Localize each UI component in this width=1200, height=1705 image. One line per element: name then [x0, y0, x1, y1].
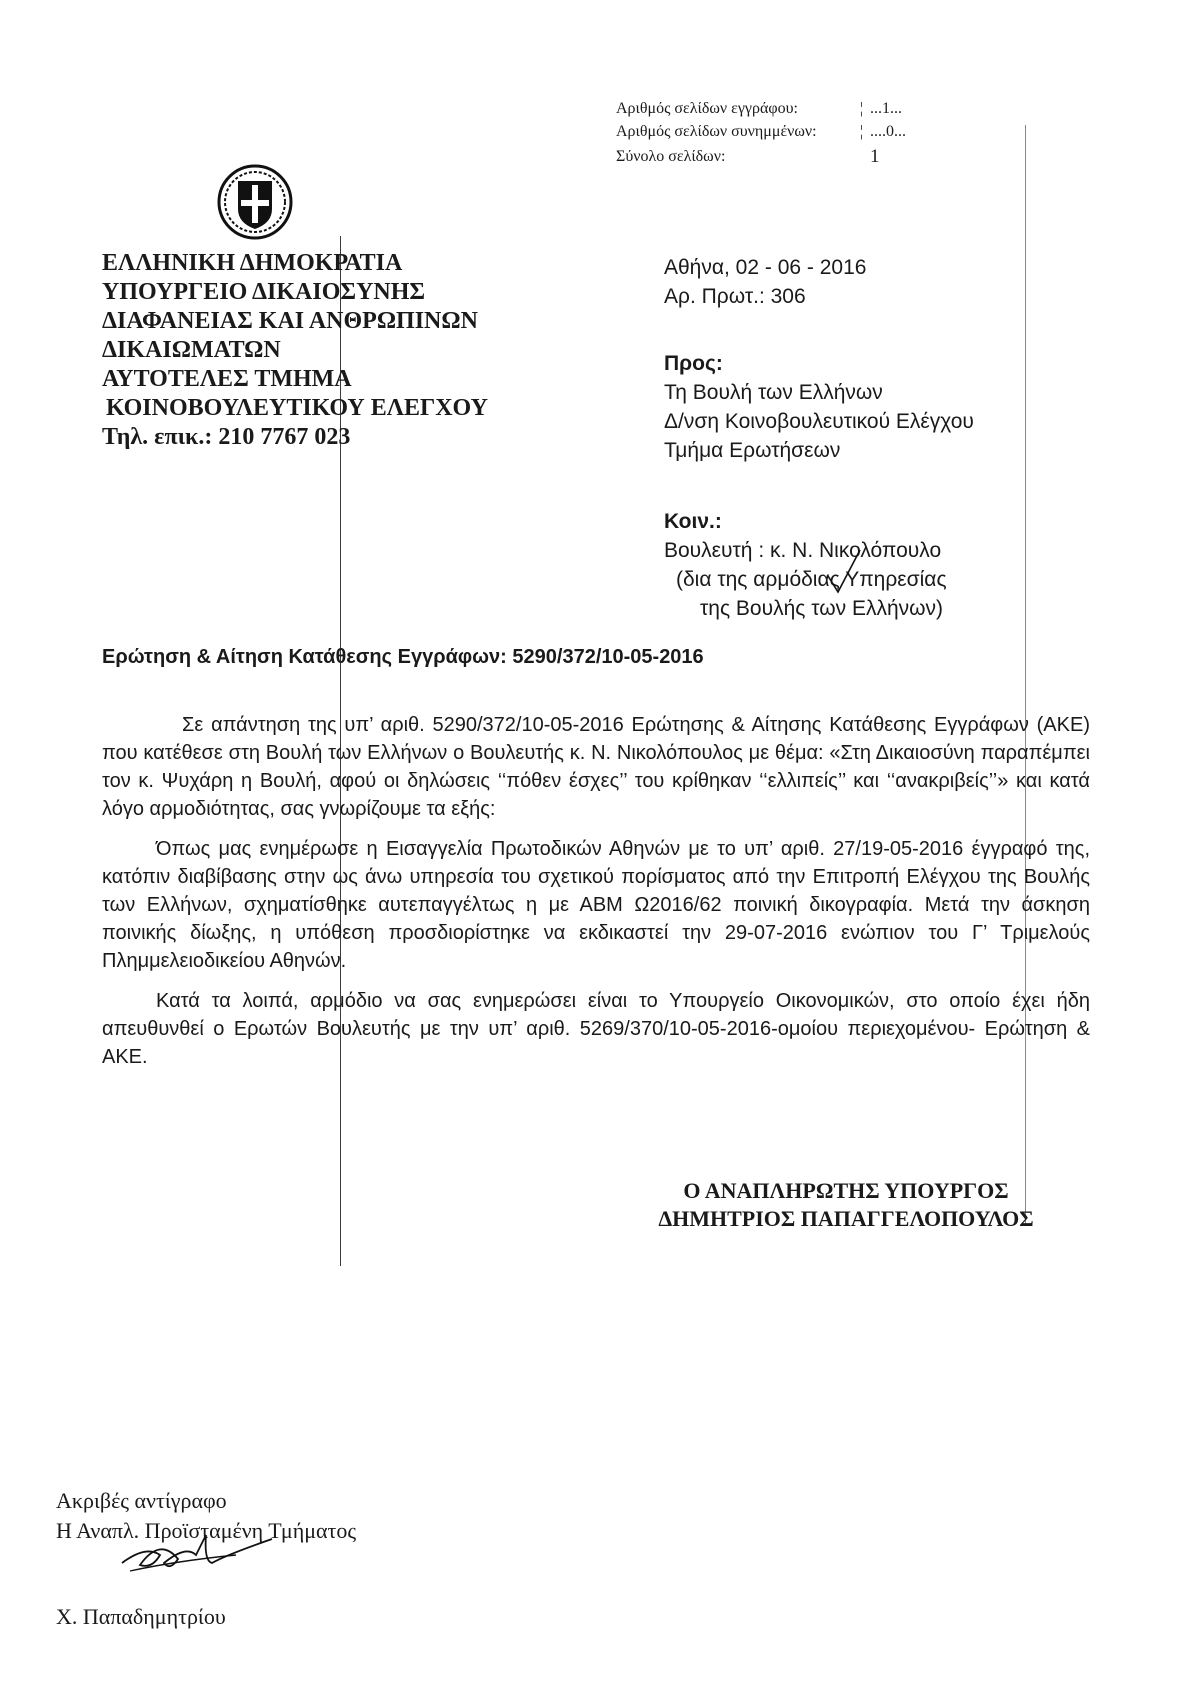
sender-line: ΔΙΚΑΙΩΜΑΤΩΝ [102, 337, 281, 363]
cc-line: Βουλευτή : κ. Ν. Νικολόπουλο [664, 539, 942, 562]
greek-coat-of-arms-icon [216, 163, 294, 241]
attached-pages-value: ....0... [870, 123, 906, 140]
document-date: Αθήνα, 02 - 06 - 2016 [664, 256, 867, 279]
protocol-number: Αρ. Πρωτ.: 306 [664, 285, 806, 308]
certification-line: Ακριβές αντίγραφο [56, 1488, 227, 1513]
sender-line: ΔΙΑΦΑΝΕΙΑΣ ΚΑΙ ΑΝΘΡΩΠΙΝΩΝ [102, 308, 478, 334]
doc-pages-label: Αριθμός σελίδων εγγράφου: [616, 100, 798, 117]
doc-pages-value: ...1... [870, 100, 902, 117]
recipient-line: Τη Βουλή των Ελλήνων [664, 381, 883, 404]
sender-phone: Τηλ. επικ.: 210 7767 023 [102, 424, 351, 450]
sender-line: ΥΠΟΥΡΓΕΙΟ ΔΙΚΑΙΟΣΥΝΗΣ [102, 279, 426, 305]
certification-line: Η Αναπλ. Προϊσταμένη Τμήματος [56, 1518, 357, 1543]
meta-recipient-block [664, 253, 974, 623]
sender-block [102, 249, 488, 452]
recipient-line: Τμήμα Ερωτήσεων [664, 439, 841, 462]
signatory-title: Ο ΑΝΑΠΛΗΡΩΤΗΣ ΥΠΟΥΡΓΟΣ [683, 1178, 1009, 1203]
total-pages-value: 1 [870, 146, 880, 167]
handwritten-signature-icon [116, 1525, 276, 1581]
sender-line: ΚΟΙΝΟΒΟΥΛΕΥΤΙΚΟΥ ΕΛΕΓΧΟΥ [106, 395, 488, 421]
letter-body [102, 711, 1090, 1083]
total-pages-label: Σύνολο σελίδων: [616, 148, 726, 165]
certifier-name: Χ. Παπαδημητρίου [56, 1604, 226, 1629]
handwritten-checkmark-icon [826, 546, 862, 596]
cc-label: Κοιν.: [664, 510, 722, 533]
recipient-line: Δ/νση Κοινοβουλευτικού Ελέγχου [664, 410, 974, 433]
sender-line: ΕΛΛΗΝΙΚΗ ΔΗΜΟΚΡΑΤΙΑ [102, 250, 403, 276]
sender-line: ΑΥΤΟΤΕΛΕΣ ΤΜΗΜΑ [102, 366, 352, 392]
cc-line: της Βουλής των Ελλήνων) [700, 597, 944, 620]
recipient-label: Προς: [664, 352, 723, 375]
subject-line: Ερώτηση & Αίτηση Κατάθεσης Εγγράφων: 5290/372/10-05-2016 [102, 646, 704, 668]
page-counter: Αριθμός σελίδων εγγράφου: ¦ ...1... Αριθμός σελίδων συνημμένων: ¦ ....0... Σύνολο σελίδων: 1 [616, 97, 930, 168]
body-paragraph: Κατά τα λοιπά, αρμόδιο να σας ενημερώσει είναι το Υπουργείο Οικονομικών, στο οποίο έχει ήδη απευθυνθεί ο Ερωτών Βουλευτής με την υπ’ αριθ. 5269/370/10-05-2016-ομοίου περιεχομένου- Ερώτηση & ΑΚΕ. [102, 990, 1090, 1068]
cc-line: (δια της αρμόδιας Υπηρεσίας [676, 568, 947, 591]
body-paragraph: Σε απάντηση της υπ’ αριθ. 5290/372/10-05-2016 Ερώτησης & Αίτησης Κατάθεσης Εγγράφων (ΑΚΕ) που κατέθεσε στη Βουλή των Ελλήνων ο Βουλευτής κ. Ν. Νικολόπουλος με θέμα: «Στη Δικαιοσύνη παραπέμπει τον κ. Ψυχάρη η Βουλή, αφού οι δηλώσεις ‘‘πόθεν έσχες’’ του κρίθηκαν ‘‘ελλιπείς’’ και ‘‘ανακριβείς’’» και κατά λόγο αρμοδιότητας, σας γνωρίζουμε τα εξής: [102, 714, 1090, 820]
signature-block [646, 1177, 1046, 1233]
attached-pages-label: Αριθμός σελίδων συνημμένων: [616, 123, 817, 140]
body-paragraph: Όπως μας ενημέρωσε η Εισαγγελία Πρωτοδικών Αθηνών με το υπ’ αριθ. 27/19-05-2016 έγγραφό της, κατόπιν διαβίβασης στην ως άνω υπηρεσία του σχετικού πορίσματος από την Επιτροπή Ελέγχου της Βουλής των Ελλήνων, σχηματίσθηκε αυτεπαγγέλτως η με ΑΒΜ Ω2016/62 ποινική δικογραφία. Μετά την άσκηση ποινικής δίωξης, η υπόθεση προσδιορίστηκε να εκδικαστεί την 29-07-2016 ενώπιον του Γ’ Τριμελούς Πλημμελειοδικείου Αθηνών. [102, 838, 1090, 972]
signatory-name: ΔΗΜΗΤΡΙΟΣ ΠΑΠΑΓΓΕΛΟΠΟΥΛΟΣ [658, 1206, 1034, 1231]
